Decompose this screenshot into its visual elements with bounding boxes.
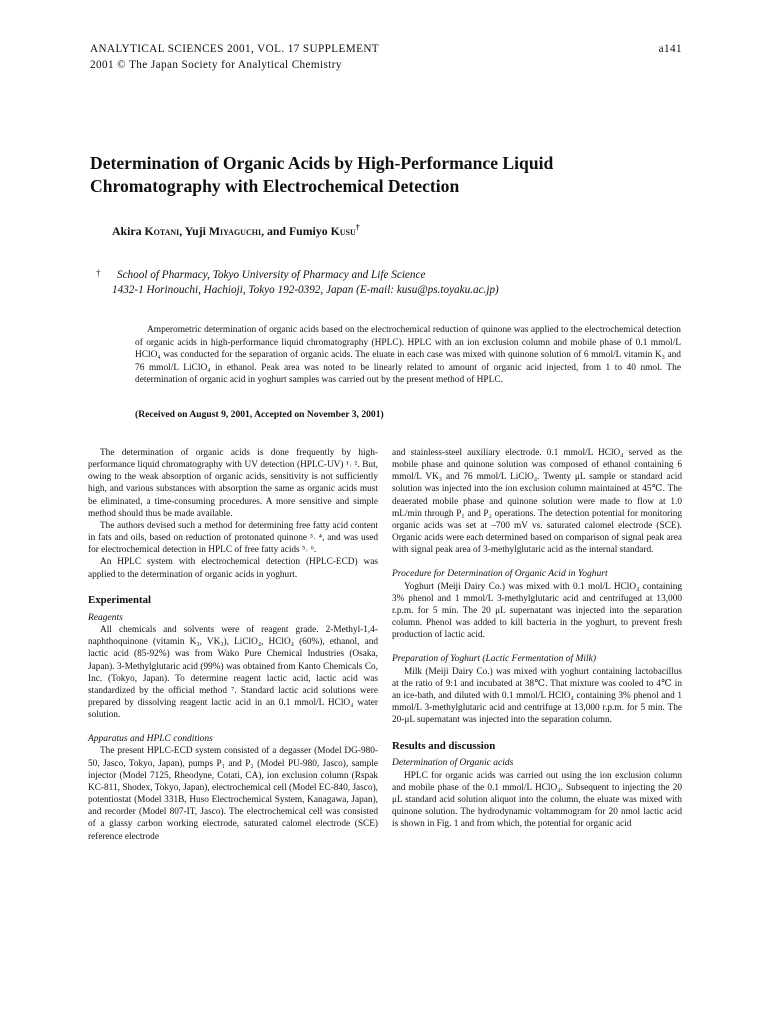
affiliation-marker: †	[96, 268, 101, 278]
author-2-given: Yuji	[184, 223, 206, 238]
journal-header: ANALYTICAL SCIENCES 2001, VOL. 17 SUPPLEMENT	[90, 43, 380, 55]
apparatus-paragraph: The present HPLC-ECD system consisted of a degasser (Model DG-980-50, Jasco, Tokyo, Japan), pumps P₁ and P₂ (Model PU-980, Jasco), sample injector (Model 7125, Rheodyne, Cotati, CA), ion exclusion column (Rspak KC-811, Shodex, Tokyo, Japan), electrochemical cell (Model EC-840, Jasco), potentiostat (Model 331B, Huso Electrochemical System, Kanagawa, Japan), and recorder (Model 807-IT, Jasco). The electrochemical cell was consisted of a glassy carbon working electrode, saturated calomel electrode (SCE) reference electrode	[88, 746, 378, 842]
reagents-heading: Reagents	[88, 612, 123, 623]
reagents-paragraph: All chemicals and solvents were of reagent grade. 2-Methyl-1,4-naphthoquinone (vitamin K₃, VK₃), LiClO₄, HClO₄ (60%), ethanol, and lactic acid (85-92%) was from Wako Pure Chemical Industries (Osaka, Japan). 3-Methylglutaric acid (99%) was obtained from Kanto Chemicals Co, Inc. (Tokyo, Japan). To determine reagent lactic acid, lactic acid was standardized by the official method ⁷. Standard lactic acid solutions were prepared by dissolving reagent lactic acid in an 0.1 mmol/L HClO₄ water solution.	[88, 625, 378, 721]
author-list: Akira Kotani, Yuji Miyaguchi, and Fumiyo Kusu†	[112, 223, 360, 238]
apparatus-heading: Apparatus and HPLC conditions	[88, 734, 213, 745]
affiliation-line-1: School of Pharmacy, Tokyo University of Pharmacy and Life Science	[117, 269, 426, 281]
intro-paragraph-2: The authors devised such a method for determining free fatty acid content in fats and oils, based on reduction of protonated quinone ³˒ ⁴, and was used for electrochemical detection in HPLC of free fatty acids ⁵˒ ⁶.	[88, 520, 378, 556]
author-1-given: Akira	[112, 223, 142, 238]
paper-title	[90, 152, 710, 198]
methods-continued-paragraph: and stainless-steel auxiliary electrode. 0.1 mmol/L HClO₄ served as the mobile phase and quinone solution was composed of ethanol containing 6 mmol/L VK₃ and 76 mmol/L LiClO₄. Twenty μL sample or standard acid solution was injected into the ion exclusion column maintained at 45℃. The deaerated mobile phase and quinone solution were made to flow at 1.0 mL/min through P₁ and P₂ operations. The detection potential for monitoring organic acids was set at –700 mV vs. saturated calomel electrode (SCE). Organic acids were each determined based on comparison of signal peak area with signal peak area of 3-methylglutaric acid as the internal standard.	[392, 448, 682, 556]
abstract: Amperometric determination of organic acids based on the electrochemical reduction of quinone was applied to the electrochemical detection of organic acids in high-performance liquid chromatography (HPLC). HPLC with an ion exclusion column and mobile phase of 0.1 mmol/L HClO₄ was conducted for the separation of organic acids. The eluate in each case was mixed with quinone solution of 6 mmol/L vitamin K₃ and 76 mmol/L LiClO₄ in ethanol. Peak area was noted to be linearly related to amount of organic acid injected, from 1 to 40 nmol. The determination of organic acid in yoghurt samples was carried out by the present method of HPLC.	[135, 325, 681, 386]
affiliation-line-2: 1432-1 Horinouchi, Hachioji, Tokyo 192-0392, Japan (E-mail: kusu@ps.toyaku.ac.jp)	[112, 284, 499, 296]
copyright-line: 2001 © The Japan Society for Analytical Chemistry	[90, 59, 342, 71]
procedure-heading: Procedure for Determination of Organic Acid in Yoghurt	[392, 569, 608, 580]
preparation-paragraph: Milk (Meiji Dairy Co.) was mixed with yoghurt containing lactobacillus at the ratio of 9:1 and incubated at 38℃. That mixture was cooled to 4℃ in an ice-bath, and diluted with 0.1 mmol/L HClO₄ containing 3% phenol and 1 mmol/L 3-methylglutaric acid and centrifuge at 13,000 r.p.m. for 5 min. The 20-μL supernatant was injected into the separation column.	[392, 666, 682, 726]
results-heading: Results and discussion	[392, 740, 496, 753]
intro-paragraph-1: The determination of organic acids is done frequently by high-performance liquid chromatography with UV detection (HPLC-UV) ¹˒ ². But, owing to the weak absorption of organic acids, sensitivity is not sufficiently high, and various substances with absorption the same as organic acids must be eliminated, a time-consuming procedures. A more sensitive and simple method should thus be made available.	[88, 448, 378, 519]
determination-heading: Determination of Organic acids	[392, 758, 514, 769]
preparation-heading: Preparation of Yoghurt (Lactic Fermentation of Milk)	[392, 654, 597, 665]
experimental-heading: Experimental	[88, 593, 151, 606]
author-3-given: Fumiyo	[288, 223, 328, 238]
page-number: a141	[658, 43, 682, 55]
author-3-family: Kusu	[330, 223, 356, 238]
right-column	[392, 447, 682, 830]
author-dagger: †	[355, 223, 360, 232]
left-column	[88, 447, 378, 843]
title-line-2: Chromatography with Electrochemical Detection	[90, 176, 460, 196]
determination-paragraph: HPLC for organic acids was carried out using the ion exclusion column and mobile phase of the 0.1 mmol/L HClO₄. Subsequent to injecting the 20 μL standard acid solution aliquot into the column, the eluate was mixed with quinone solution. The hydrodynamic voltammogram for 20 nmol lactic acid is shown in Fig. 1 and from which, the potential for organic acid	[392, 770, 682, 830]
author-2-family: Miyaguchi	[208, 223, 262, 238]
procedure-paragraph: Yoghurt (Meiji Dairy Co.) was mixed with 0.1 mol/L HClO₄ containing 3% phenol and 1 mmol/L 3-methylglutaric acid and centrifuged at 13,000 r.p.m. for 5 min. The 20 μL supernatant was injected into the separation column. Phenol was added to kill bacteria in the yoghurt, to prevent fresh production of lactic acid.	[392, 581, 682, 641]
intro-paragraph-3: An HPLC system with electrochemical detection (HPLC-ECD) was applied to the determination of organic acids in yoghurt.	[88, 557, 378, 580]
received-dates: (Received on August 9, 2001, Accepted on November 3, 2001)	[135, 409, 384, 420]
title-line-1: Determination of Organic Acids by High-Performance Liquid	[90, 153, 554, 173]
author-1-family: Kotani	[144, 223, 180, 238]
